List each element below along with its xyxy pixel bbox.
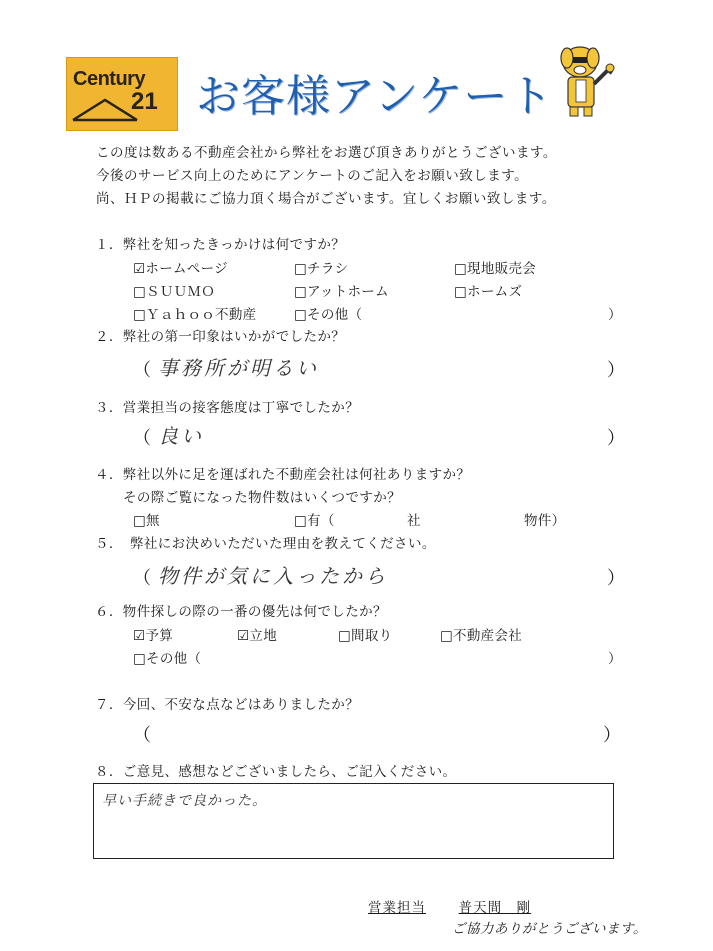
comment-box[interactable]	[93, 783, 614, 859]
q6-option-agency[interactable]: □不動産会社	[440, 628, 523, 644]
q6-option-layout[interactable]: □間取り	[338, 628, 393, 644]
q7-close-paren: ）	[603, 725, 621, 746]
q5-open-paren: （	[133, 568, 151, 589]
q1-other-close-paren: ）	[608, 307, 622, 323]
question-4: ４．弊社以外に足を運ばれた不動産会社は何社ありますか？	[95, 467, 471, 483]
question-5: ５． 弊社にお決めいただいた理由を教えてください。	[95, 536, 436, 552]
q3-answer[interactable]: 良い	[158, 424, 204, 448]
question-8: ８．ご意見、感想などございましたら、ご記入ください。	[95, 764, 457, 780]
q1-option-flyer[interactable]: □チラシ	[294, 261, 349, 277]
q6-option-budget[interactable]: ☑予算	[133, 628, 174, 644]
staff-label: 営業担当	[368, 900, 426, 916]
intro-line-1: この度は数ある不動産会社から弊社をお選び頂きありがとうございます。	[96, 145, 557, 161]
question-6: ６．物件探しの際の一番の優先は何でしたか？	[95, 604, 387, 620]
mascot-dog-icon	[556, 40, 620, 118]
q2-answer[interactable]: 事務所が明るい	[158, 356, 319, 380]
question-1: １．弊社を知ったきっかけは何ですか？	[95, 237, 346, 253]
question-7: ７．今回、不安な点などはありましたか？	[95, 697, 360, 713]
intro-line-2: 今後のサービス向上のためにアンケートのご記入をお願い致します。	[96, 168, 529, 184]
logo-word: Century	[73, 68, 146, 90]
intro-line-3: 尚、ＨＰの掲載にご協力頂く場合がございます。宜しくお願い致します。	[96, 191, 556, 207]
q1-option-yahoo[interactable]: □Ｙａｈｏｏ不動産	[133, 307, 257, 323]
question-3: ３．営業担当の接客態度は丁寧でしたか？	[95, 400, 360, 416]
q7-open-paren: （	[133, 725, 151, 746]
question-2: ２．弊社の第一印象はいかがでしたか？	[95, 329, 346, 345]
q8-answer: 早い手続きで良かった。	[102, 793, 267, 809]
q5-close-paren: ）	[607, 568, 625, 589]
q6-option-location[interactable]: ☑立地	[237, 628, 278, 644]
staff-line	[368, 896, 531, 916]
q6-option-other[interactable]: □その他（	[133, 651, 202, 667]
q3-open-paren: （	[133, 428, 151, 449]
q5-answer[interactable]: 物件が気に入ったから	[158, 564, 388, 588]
staff-name: 普天間 剛	[458, 900, 532, 916]
q1-option-homepage[interactable]: ☑ホームページ	[133, 261, 228, 277]
q1-option-other[interactable]: □その他（	[294, 307, 363, 323]
question-4-sub: その際ご覧になった物件数はいくつですか？	[123, 490, 401, 506]
q4-unit-property: 物件）	[524, 513, 566, 529]
century21-logo	[66, 57, 178, 131]
q1-option-open-house[interactable]: □現地販売会	[454, 261, 537, 277]
q4-unit-company: 社	[407, 513, 421, 529]
logo-number: 21	[131, 88, 158, 115]
q4-option-yes[interactable]: □有（	[294, 513, 335, 529]
q2-open-paren: （	[133, 360, 151, 381]
q3-close-paren: ）	[607, 428, 625, 449]
q1-option-suumo[interactable]: □ＳＵＵＭＯ	[133, 284, 216, 300]
thanks-text: ご協力ありがとうございます。	[452, 921, 647, 937]
q6-other-close-paren: ）	[608, 651, 622, 667]
q1-option-athome[interactable]: □アットホーム	[294, 284, 389, 300]
page-title: お客様アンケート	[196, 71, 554, 122]
q2-close-paren: ）	[607, 360, 625, 381]
q4-option-none[interactable]: □無	[133, 513, 160, 529]
q1-option-homes[interactable]: □ホームズ	[454, 284, 523, 300]
